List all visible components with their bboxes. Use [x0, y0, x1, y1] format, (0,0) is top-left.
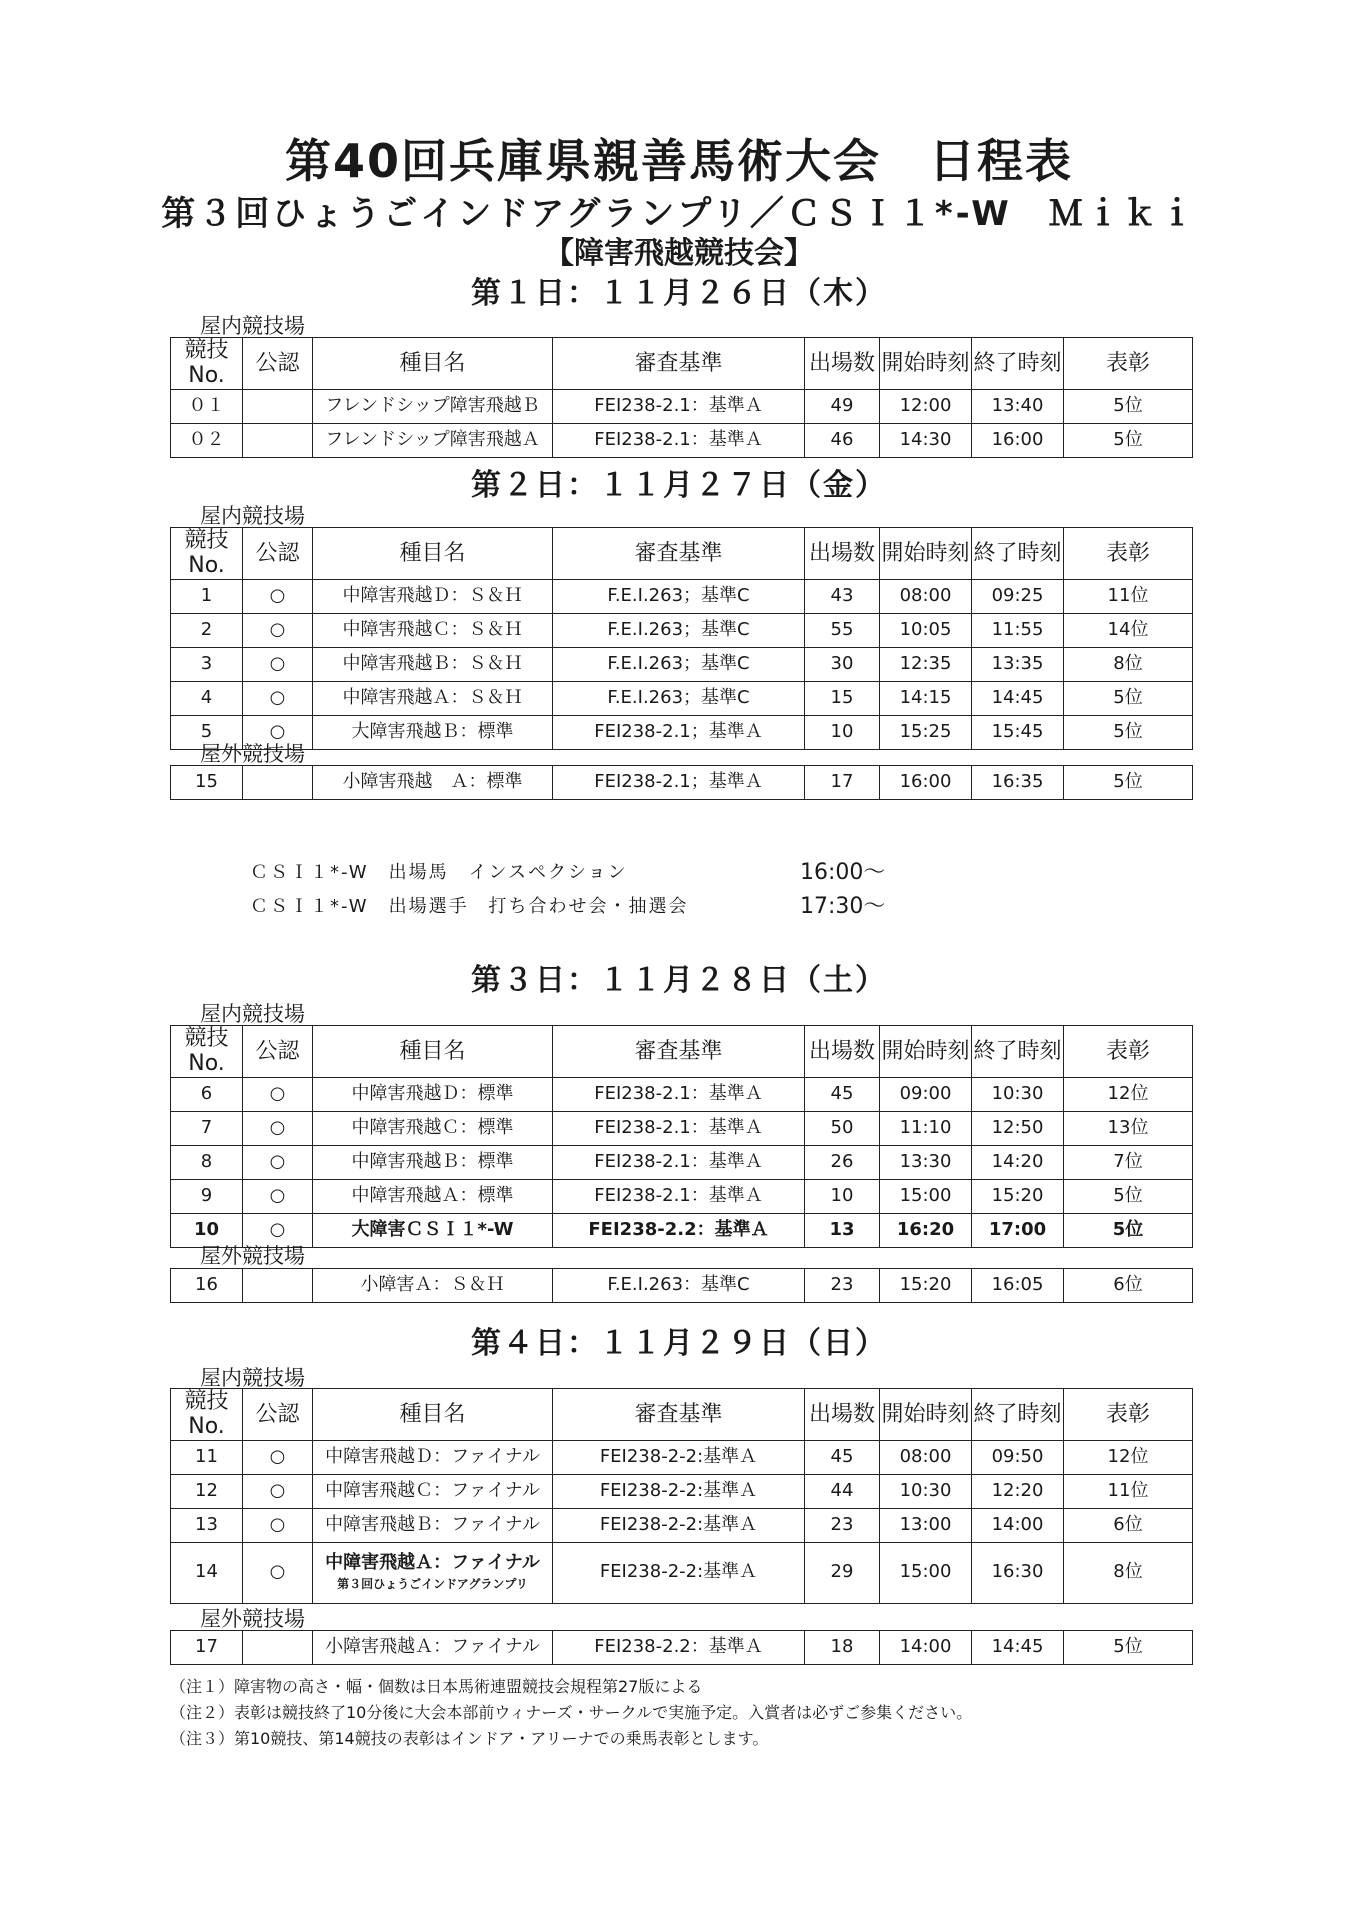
- cell-entries: 10: [805, 1179, 880, 1213]
- venue-label: 屋内競技場: [200, 1002, 305, 1026]
- cell-official-mark: [243, 1269, 313, 1303]
- cell-entries: 10: [805, 715, 880, 749]
- cell-start-time: 14:00: [880, 1631, 972, 1665]
- cell-judging-standard: F.E.I.263；基準C: [553, 579, 805, 613]
- col-header: 公認: [243, 338, 313, 390]
- col-header: 審査基準: [553, 1389, 805, 1441]
- cell-entries: 29: [805, 1542, 880, 1603]
- table-row: [171, 766, 1193, 800]
- cell-end-time: 14:20: [972, 1145, 1064, 1179]
- col-header: 終了時刻: [972, 1389, 1064, 1441]
- event-note: ＣＳＩ１*-W 出場馬 インスペクション: [250, 862, 628, 883]
- cell-judging-standard: FEI238-2-2:基準Ａ: [553, 1542, 805, 1603]
- table-row: [171, 1508, 1193, 1542]
- cell-event-no: 7: [171, 1111, 243, 1145]
- cell-event-name: 中障害飛越Ｄ：ファイナル: [313, 1440, 553, 1474]
- cell-end-time: 12:50: [972, 1111, 1064, 1145]
- cell-judging-standard: FEI238-2-2:基準Ａ: [553, 1474, 805, 1508]
- cell-start-time: 12:00: [880, 389, 972, 423]
- cell-start-time: 08:00: [880, 579, 972, 613]
- cell-start-time: 14:30: [880, 423, 972, 457]
- col-header: 表彰: [1064, 338, 1193, 390]
- cell-judging-standard: F.E.I.263；基準C: [553, 647, 805, 681]
- cell-official-mark: ○: [243, 1508, 313, 1542]
- cell-entries: 49: [805, 389, 880, 423]
- cell-start-time: 15:00: [880, 1542, 972, 1603]
- cell-official-mark: ○: [243, 715, 313, 749]
- cell-awards: 5位: [1064, 715, 1193, 749]
- venue-label: 屋内競技場: [200, 1366, 305, 1390]
- col-header: 出場数: [805, 338, 880, 390]
- schedule-table: [170, 1630, 1193, 1665]
- footnote: （注３）第10競技、第14競技の表彰はインドア・アリーナでの乗馬表彰とします。: [170, 1729, 769, 1748]
- table-header-row: [171, 1026, 1193, 1078]
- cell-event-no: 5: [171, 715, 243, 749]
- table-header-row: [171, 1389, 1193, 1441]
- page-title: 第40回兵庫県親善馬術大会 日程表: [284, 134, 1073, 188]
- cell-entries: 13: [805, 1213, 880, 1247]
- cell-event-name: 中障害飛越Ｃ：Ｓ＆Ｈ: [313, 613, 553, 647]
- col-header: 終了時刻: [972, 1026, 1064, 1078]
- cell-event-name: 小障害飛越 Ａ：標準: [313, 766, 553, 800]
- cell-official-mark: ○: [243, 1179, 313, 1213]
- cell-awards: 14位: [1064, 613, 1193, 647]
- table-row: [171, 1145, 1193, 1179]
- cell-event-no: 2: [171, 613, 243, 647]
- table-row: [171, 1440, 1193, 1474]
- cell-event-name: 中障害飛越Ｄ：標準: [313, 1077, 553, 1111]
- col-header: 審査基準: [553, 338, 805, 390]
- cell-event-no: 12: [171, 1474, 243, 1508]
- cell-judging-standard: F.E.I.263；基準C: [553, 613, 805, 647]
- cell-event-no: 13: [171, 1508, 243, 1542]
- table-row: [171, 1213, 1193, 1247]
- table-row: [171, 1631, 1193, 1665]
- cell-official-mark: ○: [243, 1111, 313, 1145]
- col-header: 競技No.: [171, 1026, 243, 1078]
- table-row: [171, 681, 1193, 715]
- day-header: 第３日：１１月２８日（土）: [471, 963, 887, 998]
- cell-start-time: 14:15: [880, 681, 972, 715]
- cell-entries: 30: [805, 647, 880, 681]
- cell-event-no: 1: [171, 579, 243, 613]
- cell-end-time: 12:20: [972, 1474, 1064, 1508]
- cell-entries: 45: [805, 1077, 880, 1111]
- cell-judging-standard: FEI238-2.1；基準Ａ: [553, 715, 805, 749]
- cell-entries: 18: [805, 1631, 880, 1665]
- cell-awards: 5位: [1064, 389, 1193, 423]
- cell-official-mark: [243, 389, 313, 423]
- cell-judging-standard: FEI238-2.1：基準Ａ: [553, 1077, 805, 1111]
- cell-end-time: 13:40: [972, 389, 1064, 423]
- cell-event-no: ０２: [171, 423, 243, 457]
- cell-event-no: 4: [171, 681, 243, 715]
- cell-entries: 23: [805, 1508, 880, 1542]
- cell-event-name: 中障害飛越Ｂ：ファイナル: [313, 1508, 553, 1542]
- day-header: 第４日：１１月２９日（日）: [471, 1326, 887, 1361]
- cell-official-mark: ○: [243, 579, 313, 613]
- venue-label: 屋内競技場: [200, 314, 305, 338]
- event-note: ＣＳＩ１*-W 出場選手 打ち合わせ会・抽選会: [250, 896, 689, 917]
- cell-event-no: 16: [171, 1269, 243, 1303]
- venue-label: 屋外競技場: [200, 1607, 305, 1631]
- col-header: 公認: [243, 1389, 313, 1441]
- schedule-table: [170, 527, 1193, 750]
- schedule-table: [170, 765, 1193, 800]
- cell-event-no: 8: [171, 1145, 243, 1179]
- table-row: [171, 1269, 1193, 1303]
- cell-entries: 50: [805, 1111, 880, 1145]
- table-row: [171, 647, 1193, 681]
- cell-awards: 5位: [1064, 1631, 1193, 1665]
- cell-event-name: [313, 1542, 553, 1603]
- cell-entries: 26: [805, 1145, 880, 1179]
- cell-end-time: 15:45: [972, 715, 1064, 749]
- cell-end-time: 17:00: [972, 1213, 1064, 1247]
- venue-label: 屋外競技場: [200, 1244, 305, 1268]
- cell-official-mark: [243, 1631, 313, 1665]
- cell-event-name: フレンドシップ障害飛越Ｂ: [313, 389, 553, 423]
- col-header: 審査基準: [553, 1026, 805, 1078]
- table-row: [171, 1179, 1193, 1213]
- cell-event-name: 中障害飛越Ｂ：標準: [313, 1145, 553, 1179]
- col-header: 種目名: [313, 1026, 553, 1078]
- table-row: [171, 1474, 1193, 1508]
- col-header: 出場数: [805, 528, 880, 580]
- cell-awards: 7位: [1064, 1145, 1193, 1179]
- cell-judging-standard: F.E.I.263；基準C: [553, 681, 805, 715]
- day-header: 第２日：１１月２７日（金）: [471, 468, 887, 503]
- cell-event-no: ０１: [171, 389, 243, 423]
- schedule-table: [170, 1025, 1193, 1248]
- schedule-table: [170, 1388, 1193, 1604]
- cell-event-name: 中障害飛越Ｃ：標準: [313, 1111, 553, 1145]
- col-header: 公認: [243, 1026, 313, 1078]
- cell-awards: 5位: [1064, 681, 1193, 715]
- cell-event-name: 大障害ＣＳＩ１*-W: [313, 1213, 553, 1247]
- cell-start-time: 10:30: [880, 1474, 972, 1508]
- page-subtitle: 第３回ひょうごインドアグランプリ／ＣＳＩ１*-W Ｍｉｋｉ: [161, 194, 1197, 234]
- cell-judging-standard: FEI238-2.1：基準Ａ: [553, 1145, 805, 1179]
- cell-event-no: 3: [171, 647, 243, 681]
- col-header: 開始時刻: [880, 338, 972, 390]
- col-header: 表彰: [1064, 1026, 1193, 1078]
- cell-start-time: 15:00: [880, 1179, 972, 1213]
- cell-awards: 8位: [1064, 1542, 1193, 1603]
- col-header: 開始時刻: [880, 1389, 972, 1441]
- cell-event-no: 10: [171, 1213, 243, 1247]
- cell-awards: 5位: [1064, 423, 1193, 457]
- cell-entries: 15: [805, 681, 880, 715]
- cell-awards: 11位: [1064, 579, 1193, 613]
- cell-end-time: 10:30: [972, 1077, 1064, 1111]
- cell-awards: 8位: [1064, 647, 1193, 681]
- cell-judging-standard: FEI238-2-2:基準Ａ: [553, 1508, 805, 1542]
- page-section-title: 【障害飛越競技会】: [544, 236, 814, 271]
- cell-start-time: 08:00: [880, 1440, 972, 1474]
- event-note-time: 16:00～: [800, 860, 886, 885]
- table-row: [171, 613, 1193, 647]
- cell-end-time: 16:30: [972, 1542, 1064, 1603]
- col-header: 終了時刻: [972, 528, 1064, 580]
- cell-event-name: 中障害飛越Ｄ：Ｓ＆Ｈ: [313, 579, 553, 613]
- cell-entries: 45: [805, 1440, 880, 1474]
- schedule-table: [170, 337, 1193, 458]
- cell-entries: 44: [805, 1474, 880, 1508]
- table-header-row: [171, 528, 1193, 580]
- cell-start-time: 09:00: [880, 1077, 972, 1111]
- cell-awards: 13位: [1064, 1111, 1193, 1145]
- col-header: 表彰: [1064, 528, 1193, 580]
- cell-judging-standard: FEI238-2-2:基準Ａ: [553, 1440, 805, 1474]
- cell-official-mark: ○: [243, 647, 313, 681]
- cell-event-name: 中障害飛越Ｂ：Ｓ＆Ｈ: [313, 647, 553, 681]
- table-row: [171, 423, 1193, 457]
- cell-entries: 55: [805, 613, 880, 647]
- table-row: [171, 715, 1193, 749]
- cell-entries: 17: [805, 766, 880, 800]
- cell-judging-standard: FEI238-2.1：基準Ａ: [553, 1179, 805, 1213]
- col-header: 出場数: [805, 1389, 880, 1441]
- cell-event-no: 17: [171, 1631, 243, 1665]
- col-header: 終了時刻: [972, 338, 1064, 390]
- cell-official-mark: ○: [243, 1542, 313, 1603]
- table-row: [171, 389, 1193, 423]
- cell-event-no: 15: [171, 766, 243, 800]
- cell-end-time: 09:50: [972, 1440, 1064, 1474]
- day-header: 第１日：１１月２６日（木）: [471, 276, 887, 311]
- cell-end-time: 16:35: [972, 766, 1064, 800]
- cell-official-mark: [243, 423, 313, 457]
- cell-event-no: 9: [171, 1179, 243, 1213]
- cell-end-time: 14:45: [972, 1631, 1064, 1665]
- cell-event-name: 中障害飛越Ａ：Ｓ＆Ｈ: [313, 681, 553, 715]
- table-row: [171, 1542, 1193, 1603]
- footnote: （注１）障害物の高さ・幅・個数は日本馬術連盟競技会規程第27版による: [170, 1677, 703, 1696]
- cell-event-no: 6: [171, 1077, 243, 1111]
- col-header: 出場数: [805, 1026, 880, 1078]
- cell-official-mark: ○: [243, 1145, 313, 1179]
- col-header: 競技No.: [171, 338, 243, 390]
- cell-start-time: 15:20: [880, 1269, 972, 1303]
- cell-entries: 43: [805, 579, 880, 613]
- cell-judging-standard: FEI238-2.1；基準Ａ: [553, 766, 805, 800]
- cell-end-time: 09:25: [972, 579, 1064, 613]
- cell-start-time: 15:25: [880, 715, 972, 749]
- table-row: [171, 579, 1193, 613]
- cell-start-time: 16:00: [880, 766, 972, 800]
- cell-official-mark: ○: [243, 1440, 313, 1474]
- col-header: 種目名: [313, 528, 553, 580]
- cell-event-name: 小障害飛越Ａ：ファイナル: [313, 1631, 553, 1665]
- col-header: 開始時刻: [880, 1026, 972, 1078]
- cell-start-time: 11:10: [880, 1111, 972, 1145]
- cell-awards: 5位: [1064, 1179, 1193, 1213]
- event-name-subtitle: 第３回ひょうごインドアグランプリ: [337, 1577, 528, 1592]
- event-note-time: 17:30～: [800, 894, 886, 919]
- cell-event-name: 大障害飛越Ｂ：標準: [313, 715, 553, 749]
- cell-start-time: 16:20: [880, 1213, 972, 1247]
- cell-judging-standard: FEI238-2.2：基準Ａ: [553, 1631, 805, 1665]
- cell-awards: 5位: [1064, 766, 1193, 800]
- cell-start-time: 12:35: [880, 647, 972, 681]
- col-header: 公認: [243, 528, 313, 580]
- cell-judging-standard: FEI238-2.2：基準Ａ: [553, 1213, 805, 1247]
- cell-end-time: 13:35: [972, 647, 1064, 681]
- cell-official-mark: ○: [243, 1474, 313, 1508]
- cell-awards: 11位: [1064, 1474, 1193, 1508]
- cell-event-name: 小障害Ａ：Ｓ＆Ｈ: [313, 1269, 553, 1303]
- cell-official-mark: ○: [243, 1213, 313, 1247]
- cell-end-time: 11:55: [972, 613, 1064, 647]
- cell-official-mark: ○: [243, 1077, 313, 1111]
- footnote: （注２）表彰は競技終了10分後に大会本部前ウィナーズ・サークルで実施予定。入賞者は必ずご参集ください。: [170, 1703, 973, 1722]
- col-header: 種目名: [313, 1389, 553, 1441]
- col-header: 競技No.: [171, 528, 243, 580]
- cell-end-time: 16:00: [972, 423, 1064, 457]
- col-header: 競技No.: [171, 1389, 243, 1441]
- event-name-main: 中障害飛越Ａ：ファイナル: [325, 1552, 540, 1574]
- cell-official-mark: ○: [243, 613, 313, 647]
- cell-entries: 46: [805, 423, 880, 457]
- cell-judging-standard: FEI238-2.1：基準Ａ: [553, 389, 805, 423]
- table-row: [171, 1077, 1193, 1111]
- table-row: [171, 1111, 1193, 1145]
- cell-official-mark: ○: [243, 681, 313, 715]
- cell-awards: 6位: [1064, 1269, 1193, 1303]
- cell-end-time: 14:00: [972, 1508, 1064, 1542]
- cell-end-time: 16:05: [972, 1269, 1064, 1303]
- cell-end-time: 15:20: [972, 1179, 1064, 1213]
- cell-start-time: 10:05: [880, 613, 972, 647]
- cell-judging-standard: FEI238-2.1：基準Ａ: [553, 423, 805, 457]
- cell-event-name: 中障害飛越Ｃ：ファイナル: [313, 1474, 553, 1508]
- cell-judging-standard: F.E.I.263：基準C: [553, 1269, 805, 1303]
- col-header: 開始時刻: [880, 528, 972, 580]
- venue-label: 屋外競技場: [200, 742, 305, 766]
- cell-event-name: 中障害飛越Ａ：標準: [313, 1179, 553, 1213]
- cell-event-no: 14: [171, 1542, 243, 1603]
- cell-end-time: 14:45: [972, 681, 1064, 715]
- cell-official-mark: [243, 766, 313, 800]
- col-header: 種目名: [313, 338, 553, 390]
- cell-awards: 6位: [1064, 1508, 1193, 1542]
- cell-start-time: 13:30: [880, 1145, 972, 1179]
- cell-awards: 12位: [1064, 1440, 1193, 1474]
- cell-judging-standard: FEI238-2.1：基準Ａ: [553, 1111, 805, 1145]
- cell-entries: 23: [805, 1269, 880, 1303]
- cell-event-name: フレンドシップ障害飛越Ａ: [313, 423, 553, 457]
- col-header: 表彰: [1064, 1389, 1193, 1441]
- cell-event-no: 11: [171, 1440, 243, 1474]
- cell-start-time: 13:00: [880, 1508, 972, 1542]
- venue-label: 屋内競技場: [200, 504, 305, 528]
- table-header-row: [171, 338, 1193, 390]
- schedule-table: [170, 1268, 1193, 1303]
- cell-awards: 5位: [1064, 1213, 1193, 1247]
- cell-awards: 12位: [1064, 1077, 1193, 1111]
- col-header: 審査基準: [553, 528, 805, 580]
